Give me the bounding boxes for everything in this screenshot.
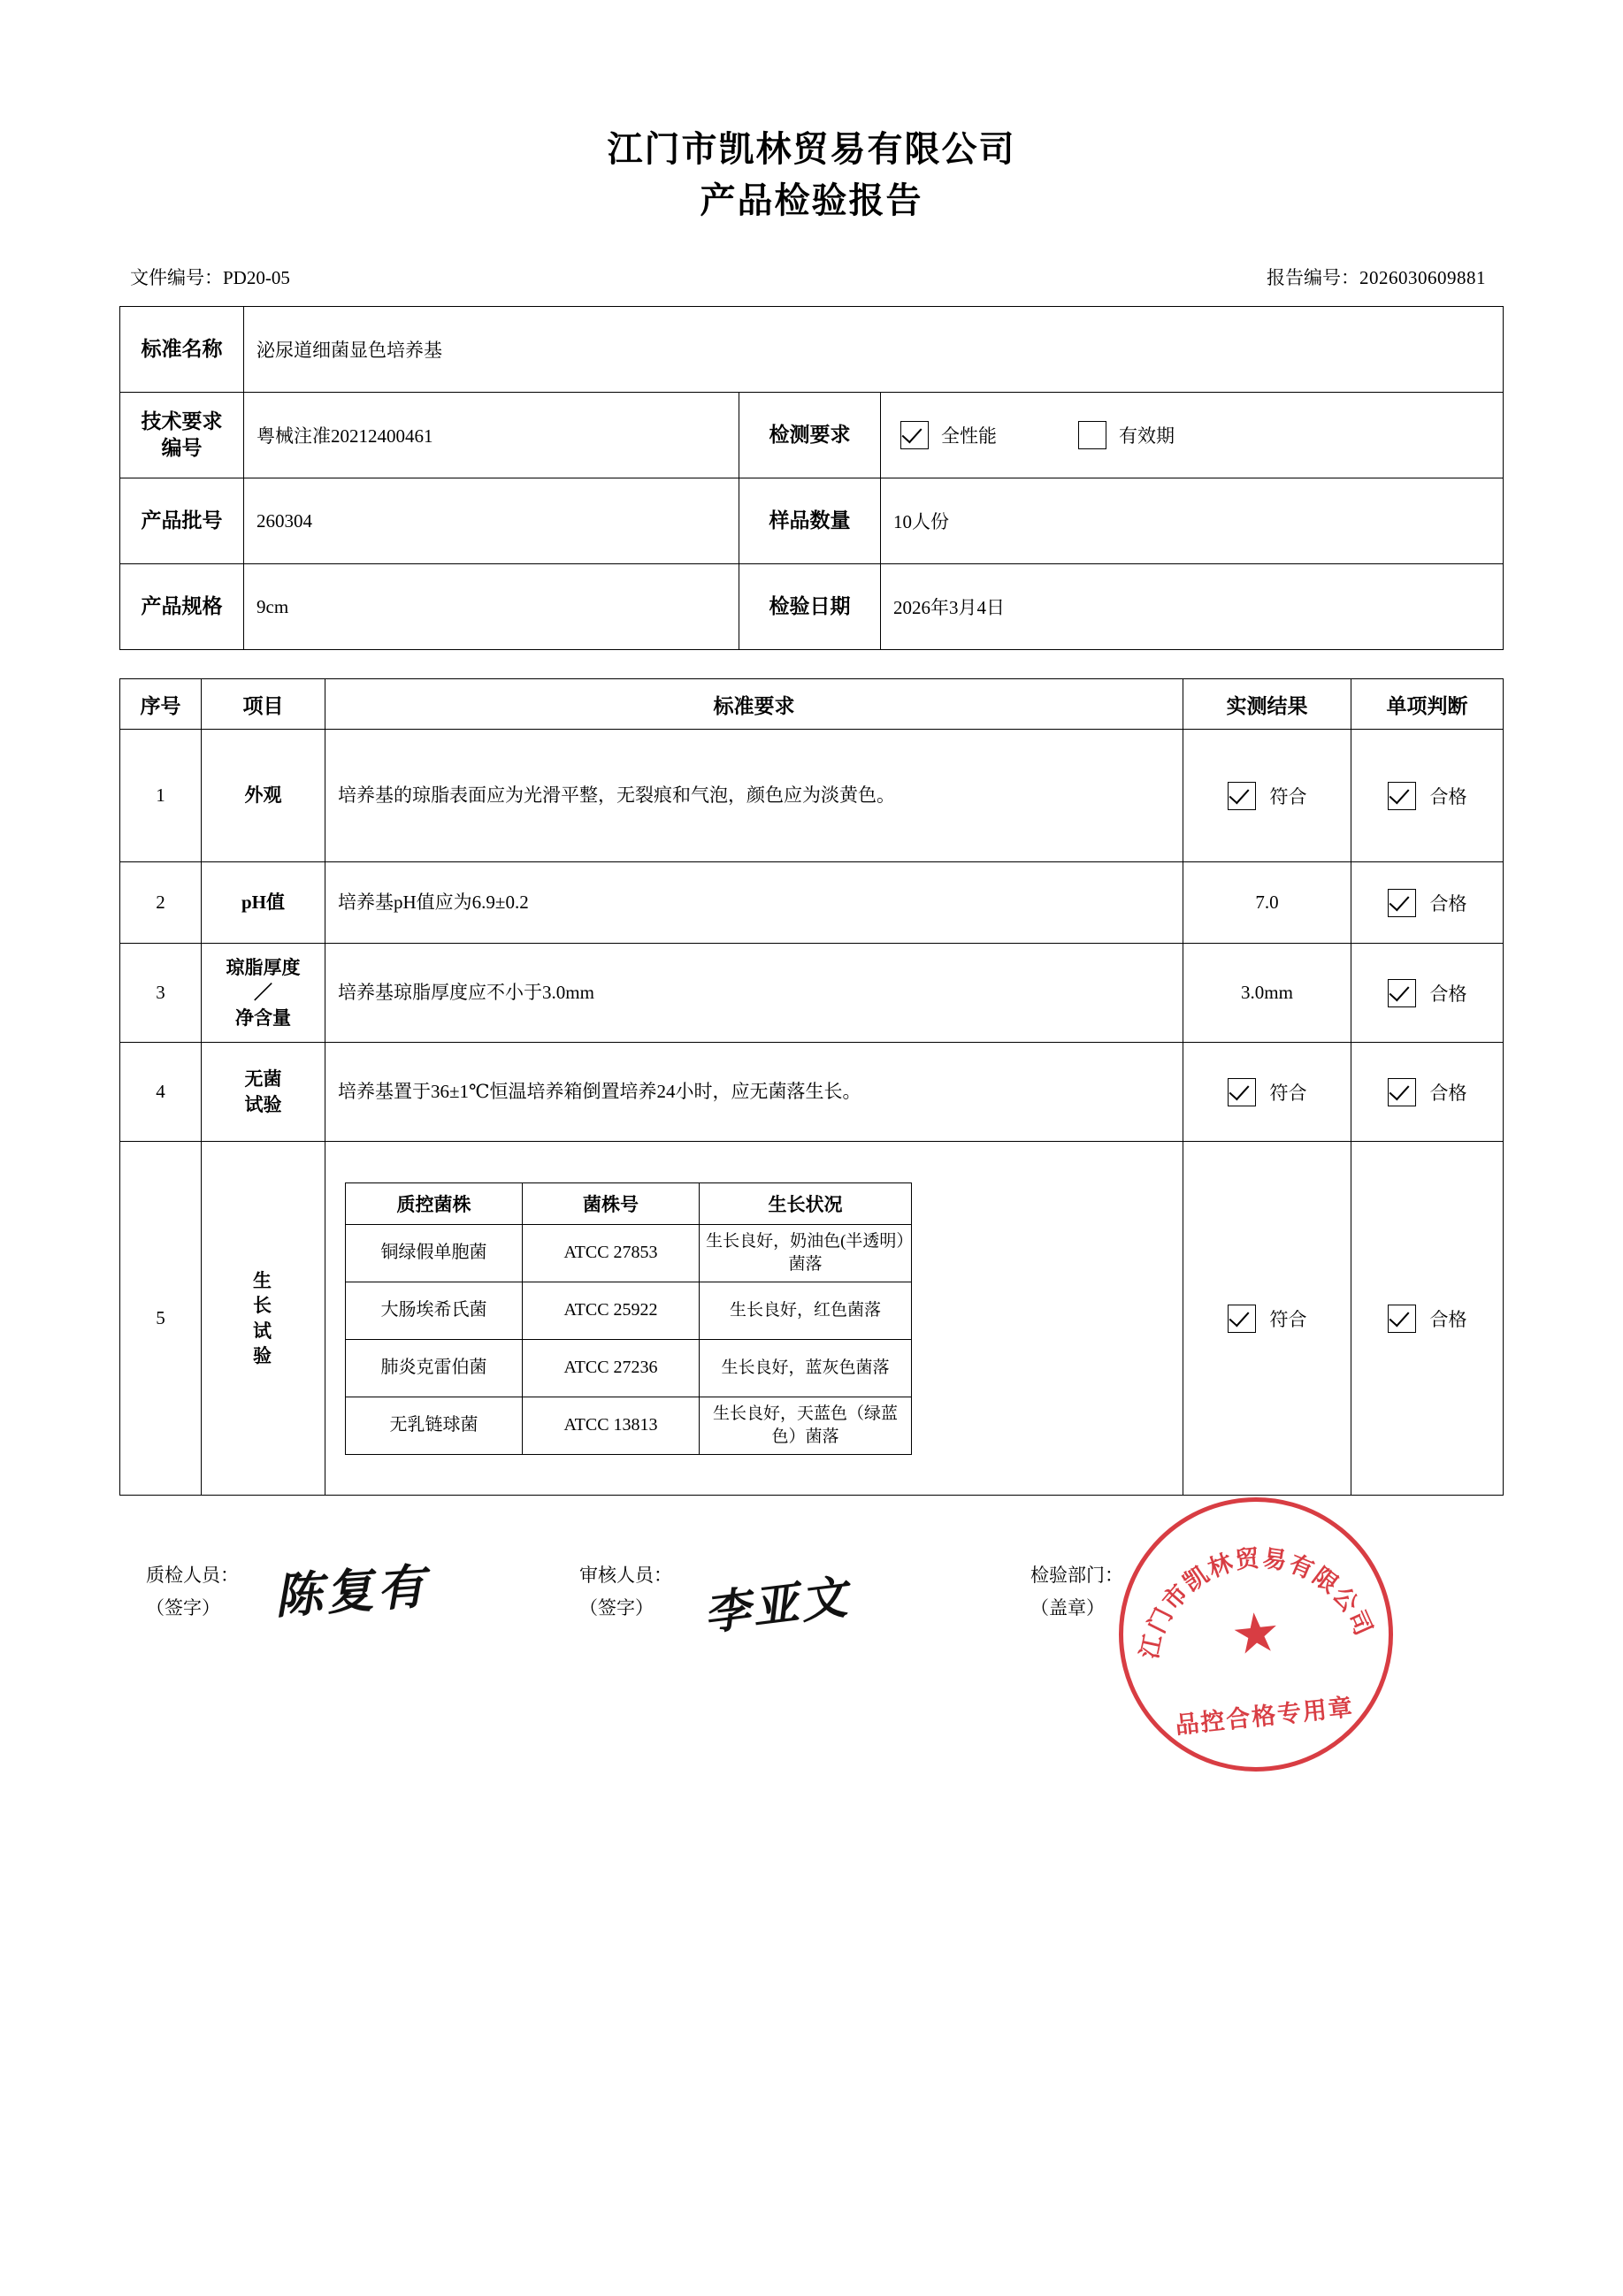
row-item-char4: 验 xyxy=(253,1344,273,1366)
column-header-measured: 实测结果 xyxy=(1183,679,1351,730)
row-judgement-label: 合格 xyxy=(1429,1082,1467,1104)
inspection-department-label: 检验部门： xyxy=(1030,1565,1123,1586)
qc-inspector-sign-hint: （签字） xyxy=(146,1596,220,1619)
column-header-index: 序号 xyxy=(120,679,202,730)
row-judgement xyxy=(1351,944,1504,1043)
checkbox-checked-icon[interactable] xyxy=(1388,1078,1416,1106)
strain-name: 大肠埃希氏菌 xyxy=(346,1282,523,1339)
seal-bottom-text: 品控合格专用章 xyxy=(1174,1693,1356,1740)
strain-growth: 生长良好，蓝灰色菌落 xyxy=(700,1339,912,1397)
inspection-department-stamp-hint: （盖章） xyxy=(1030,1596,1105,1619)
row-index: 4 xyxy=(120,1043,202,1142)
row-item-line1: 琼脂厚度 xyxy=(226,956,301,978)
page-title: 产品检验报告 xyxy=(700,180,923,220)
row-index: 2 xyxy=(120,862,202,944)
reviewer-block xyxy=(579,1559,672,1625)
table-row xyxy=(346,1282,912,1339)
tech-requirement-label-line1: 技术要求 xyxy=(141,410,223,433)
report-header xyxy=(119,0,1504,226)
row-measured-label: 符合 xyxy=(1269,1082,1307,1104)
row-item-char1: 生 xyxy=(253,1269,273,1291)
strain-growth: 生长良好，奶油色(半透明）菌落 xyxy=(700,1224,912,1282)
seal-top-text: 江门市凯林贸易有限公司 xyxy=(1136,1544,1378,1662)
row-judgement-label: 合格 xyxy=(1429,1308,1467,1330)
strain-growth: 生长良好，天蓝色（绿蓝色）菌落 xyxy=(700,1397,912,1454)
table-row xyxy=(120,944,1504,1043)
checkbox-checked-icon[interactable] xyxy=(1388,1305,1416,1333)
row-item-char2: 长 xyxy=(253,1295,273,1317)
row-judgement-label: 合格 xyxy=(1429,983,1467,1005)
row-judgement-label: 合格 xyxy=(1429,892,1467,915)
strain-name: 肺炎克雷伯菌 xyxy=(346,1339,523,1397)
tech-requirement-label xyxy=(120,393,244,478)
table-header-row xyxy=(346,1182,912,1224)
test-requirement-option-validity[interactable] xyxy=(1078,421,1175,449)
row-item xyxy=(202,1043,325,1142)
table-row xyxy=(346,1224,912,1282)
table-row xyxy=(346,1397,912,1454)
row-judgement-label: 合格 xyxy=(1429,785,1467,807)
table-row xyxy=(120,730,1504,862)
standard-name-value: 泌尿道细菌显色培养基 xyxy=(244,307,1504,393)
row-measured xyxy=(1183,1043,1351,1142)
row-judgement xyxy=(1351,1043,1504,1142)
row-index: 3 xyxy=(120,944,202,1043)
report-number-value: 2026030609881 xyxy=(1359,267,1486,288)
row-requirement: 培养基置于36±1℃恒温培养箱倒置培养24小时，应无菌落生长。 xyxy=(325,1043,1183,1142)
row-measured-label: 符合 xyxy=(1269,1308,1307,1330)
test-date-label: 检验日期 xyxy=(739,564,881,650)
table-row xyxy=(120,1142,1504,1496)
row-requirement xyxy=(325,1142,1183,1496)
table-row xyxy=(120,478,1504,564)
table-row xyxy=(120,564,1504,650)
strain-growth: 生长良好，红色菌落 xyxy=(700,1282,912,1339)
strain-number: ATCC 25922 xyxy=(523,1282,700,1339)
standard-name-label: 标准名称 xyxy=(120,307,244,393)
row-index: 5 xyxy=(120,1142,202,1496)
checkbox-checked-icon[interactable] xyxy=(1228,782,1256,810)
strain-number: ATCC 27236 xyxy=(523,1339,700,1397)
row-requirement: 培养基pH值应为6.9±0.2 xyxy=(325,862,1183,944)
checkbox-unchecked-icon[interactable] xyxy=(1078,421,1106,449)
qc-inspector-signature: 陈复有 xyxy=(272,1559,431,1624)
test-requirement-label: 检测要求 xyxy=(739,393,881,478)
row-judgement xyxy=(1351,862,1504,944)
strain-number: ATCC 13813 xyxy=(523,1397,700,1454)
row-item xyxy=(202,944,325,1043)
company-name: 江门市凯林贸易有限公司 xyxy=(607,129,1016,169)
row-item-char3: 试 xyxy=(253,1320,273,1342)
tech-requirement-label-line2: 编号 xyxy=(161,437,203,459)
strain-column-header-number: 菌株号 xyxy=(523,1182,700,1224)
row-judgement xyxy=(1351,730,1504,862)
column-header-item: 项目 xyxy=(202,679,325,730)
row-measured xyxy=(1183,730,1351,862)
sample-quantity-value: 10人份 xyxy=(881,478,1504,564)
star-icon: ★ xyxy=(1228,1602,1284,1667)
test-requirement-options xyxy=(881,393,1504,478)
row-item-line2: ／ xyxy=(254,982,272,1004)
row-judgement xyxy=(1351,1142,1504,1496)
strain-column-header-growth: 生长状况 xyxy=(700,1182,912,1224)
quality-control-strain-table xyxy=(345,1182,912,1455)
row-item: pH值 xyxy=(202,862,325,944)
inspection-department-block xyxy=(1030,1559,1123,1625)
qc-inspector-label: 质检人员： xyxy=(146,1565,239,1586)
report-number xyxy=(1267,264,1504,290)
table-row xyxy=(346,1339,912,1397)
checkbox-checked-icon[interactable] xyxy=(1388,889,1416,917)
column-header-judgement: 单项判断 xyxy=(1351,679,1504,730)
table-header-row xyxy=(120,679,1504,730)
checkbox-checked-icon[interactable] xyxy=(1228,1078,1256,1106)
column-header-requirement: 标准要求 xyxy=(325,679,1183,730)
row-index: 1 xyxy=(120,730,202,862)
reviewer-sign-hint: （签字） xyxy=(579,1596,654,1619)
table-row xyxy=(120,393,1504,478)
row-item-line2: 试验 xyxy=(244,1093,282,1115)
row-item xyxy=(202,1142,325,1496)
document-number: 文件编号：PD20-05 xyxy=(130,267,290,288)
qc-inspector-block xyxy=(146,1559,239,1625)
specification-label: 产品规格 xyxy=(120,564,244,650)
strain-name: 无乳链球菌 xyxy=(346,1397,523,1454)
reviewer-label: 审核人员： xyxy=(579,1565,672,1586)
strain-number: ATCC 27853 xyxy=(523,1224,700,1282)
table-row xyxy=(120,862,1504,944)
batch-label: 产品批号 xyxy=(120,478,244,564)
tech-requirement-value: 粤械注准20212400461 xyxy=(244,393,739,478)
strain-name: 铜绿假单胞菌 xyxy=(346,1224,523,1282)
row-measured xyxy=(1183,1142,1351,1496)
specification-value: 9cm xyxy=(244,564,739,650)
checkbox-checked-icon[interactable] xyxy=(1388,979,1416,1007)
company-seal-stamp xyxy=(1106,1484,1407,1786)
row-requirement: 培养基琼脂厚度应不小于3.0mm xyxy=(325,944,1183,1043)
table-row xyxy=(120,307,1504,393)
checkbox-checked-icon[interactable] xyxy=(900,421,929,449)
table-row xyxy=(120,1043,1504,1142)
checkbox-checked-icon[interactable] xyxy=(1228,1305,1256,1333)
row-measured: 3.0mm xyxy=(1183,944,1351,1043)
product-info-table xyxy=(119,306,1504,650)
row-item: 外观 xyxy=(202,730,325,862)
signature-area xyxy=(119,1544,1504,1740)
row-requirement: 培养基的琼脂表面应为光滑平整，无裂痕和气泡，颜色应为淡黄色。 xyxy=(325,730,1183,862)
test-requirement-option-full[interactable] xyxy=(900,421,997,449)
row-item-line1: 无菌 xyxy=(244,1068,282,1091)
test-requirement-option-validity-label: 有效期 xyxy=(1119,425,1175,447)
report-number-label: 报告编号： xyxy=(1267,267,1359,288)
row-measured-label: 符合 xyxy=(1269,785,1307,807)
test-date-value: 2026年3月4日 xyxy=(881,564,1504,650)
reviewer-signature: 李亚文 xyxy=(700,1573,853,1641)
sample-quantity-label: 样品数量 xyxy=(739,478,881,564)
checkbox-checked-icon[interactable] xyxy=(1388,782,1416,810)
batch-value: 260304 xyxy=(244,478,739,564)
row-item-line3: 净含量 xyxy=(235,1006,291,1029)
strain-column-header-name: 质控菌株 xyxy=(346,1182,523,1224)
document-meta xyxy=(119,264,1504,290)
inspection-result-table xyxy=(119,678,1504,1496)
row-measured: 7.0 xyxy=(1183,862,1351,944)
test-requirement-option-full-label: 全性能 xyxy=(941,425,997,447)
